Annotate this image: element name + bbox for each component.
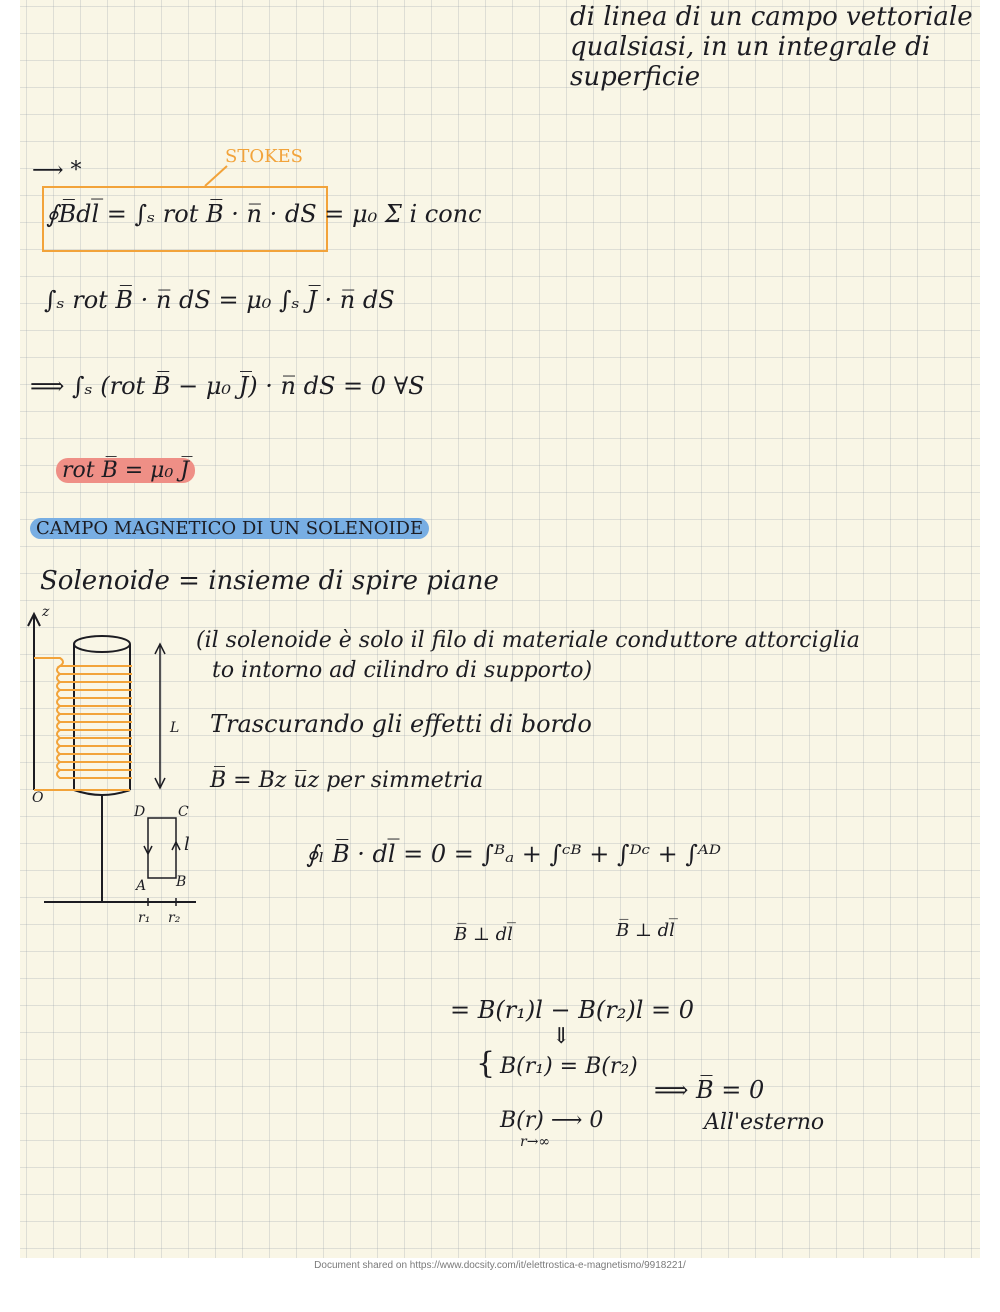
note-line-2: to intorno ad cilindro di supporto): [212, 658, 593, 683]
solenoid-diagram: [20, 600, 200, 930]
label-a: A: [136, 878, 147, 894]
system-line-1: B(r₁) = B(r₂): [500, 1054, 638, 1079]
top-text-line-2: qualsiasi, in un integrale di: [570, 32, 931, 62]
equation-stokes: ∮B̅dl̅ = ∫ₛ rot B̅ · n̅ · dS = μ₀ Σ i conc: [46, 200, 482, 228]
label-d: D: [134, 804, 146, 820]
result-rot-b: [56, 458, 195, 483]
label-length: L: [170, 720, 180, 736]
section-title-highlight: CAMPO MAGNETICO DI UN SOLENOIDE: [30, 518, 429, 539]
symmetry-text: B̅ = Bz u̅z per simmetria: [210, 768, 484, 793]
result-highlight: rot B̅ = μ₀ J̅: [56, 458, 195, 483]
implies-down-arrow: ⇓: [552, 1024, 571, 1049]
label-o: O: [32, 790, 44, 806]
stokes-label: STOKES: [225, 146, 304, 167]
system-line-2: B(r) ⟶ 0: [500, 1108, 604, 1133]
label-r2: r₂: [168, 910, 181, 926]
top-text-line-1: di linea di un campo vettoriale: [570, 2, 973, 32]
label-c: C: [178, 804, 189, 820]
system-line-2-subscript: r→∞: [520, 1134, 551, 1150]
edge-effects-text: Trascurando gli effetti di bordo: [210, 710, 592, 738]
perp-note-1: B̅ ⊥ dl̅: [454, 924, 513, 945]
line-equation: = B(r₁)l − B(r₂)l = 0: [450, 996, 695, 1024]
equation-3: ⟹ ∫ₛ (rot B̅ − μ₀ J̅) · n̅ dS = 0 ∀S: [30, 372, 425, 400]
conclusion-b-zero: ⟹ B̅ = 0: [654, 1076, 765, 1104]
arrow-marker: ⟶ *: [32, 158, 82, 183]
system-brace: {: [476, 1046, 496, 1081]
perp-note-2: B̅ ⊥ dl̅: [616, 920, 675, 941]
label-l: l: [184, 834, 190, 855]
outside-text: All'esterno: [704, 1110, 825, 1135]
label-r1: r₁: [138, 910, 151, 926]
footer: Document shared on https://www.docsity.com/it/elettrostica-e-magnetismo/9918221/: [314, 1260, 686, 1271]
label-b: B: [176, 874, 187, 890]
label-z: z: [42, 604, 50, 620]
equation-2: ∫ₛ rot B̅ · n̅ dS = μ₀ ∫ₛ J̅ · n̅ dS: [44, 286, 395, 314]
section-title: [30, 518, 429, 539]
circulation-equation: ∮ₗ B̅ · dl̅ = 0 = ∫ᴮₐ + ∫ᶜᴮ + ∫ᴰᶜ + ∫ᴬᴰ: [306, 840, 721, 868]
top-text-line-3: superficie: [570, 62, 701, 92]
note-line-1: (il solenoide è solo il filo di materiale conduttore attorciglia: [196, 628, 860, 653]
solenoid-definition: Solenoide = insieme di spire piane: [40, 566, 499, 596]
